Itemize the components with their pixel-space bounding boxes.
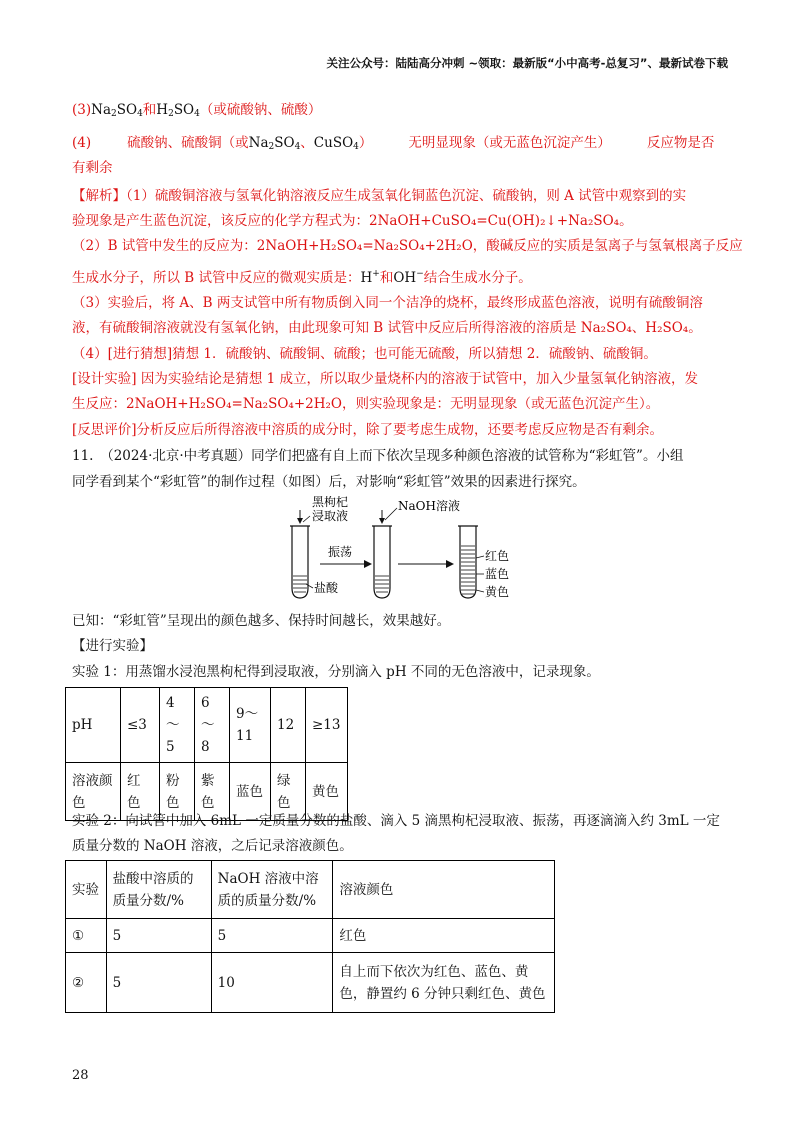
table-cell: 9～11 (230, 688, 271, 763)
analysis-line-3: （2）B 试管中发生的反应为：2NaOH+H₂SO₄=Na₂SO₄+2H₂O，酸碱反应的实质是氢离子与氢氧根离子反应 (72, 238, 743, 254)
table-cell: 紫色 (195, 763, 230, 821)
table-header: 溶液颜色 (333, 861, 555, 919)
table-cell: 自上而下依次为红色、蓝色、黄色，静置约 6 分钟只剩红色、黄色 (333, 953, 555, 1013)
analysis-line-10: [反思评价]分析反应后所得溶液中溶质的成分时，除了要考虑生成物，还要考虑反应物是否有剩余。 (72, 422, 664, 438)
table-cell: ≤3 (121, 688, 160, 763)
question-11-line-2: 同学看到某个“彩虹管”的制作过程（如图）后，对影响“彩虹管”效果的因素进行探究。 (72, 474, 586, 490)
answer-3: $(3)Na_2SO_4$和$H_2SO_4$（或硫酸钠、硫酸） (72, 102, 322, 119)
experiment-2-line-1: 实验 2：向试管中加入 6mL 一定质量分数的盐酸、滴入 5 滴黑枸杞浸取液、振荡，再逐滴滴入约 3mL 一定 (72, 813, 720, 829)
label-blue: 蓝色 (485, 567, 510, 581)
table-header: 盐酸中溶质的质量分数/% (106, 861, 211, 919)
table-cell: 10 (211, 953, 333, 1013)
label-extract-2: 浸取液 (312, 509, 349, 523)
question-11-line-1: 11. （2024·北京·中考真题）同学们把盛有自上而下依次呈现多种颜色溶液的试管称为“彩虹管”。小组 (72, 448, 684, 464)
table-header: 实验 (66, 861, 107, 919)
tube-3-liquid (461, 546, 475, 594)
label-yellow: 黄色 (485, 585, 510, 599)
table-header: NaOH 溶液中溶质的质量分数/% (211, 861, 333, 919)
drop-arrowhead-2 (379, 518, 385, 524)
answer-4-cont: 有剩余 (72, 160, 113, 176)
analysis-line-7: （4）[进行猜想]猜想 1．硫酸钠、硫酸铜、硫酸；也可能无硫酸，所以猜想 2．硫酸钠、硫酸铜。 (72, 346, 657, 362)
label-naoh: NaOH溶液 (398, 499, 460, 513)
label-extract-1: 黑枸杞 (312, 496, 349, 509)
table-cell: ① (66, 919, 107, 953)
table-cell: 蓝色 (230, 763, 271, 821)
experiment-2-line-2: 质量分数的 NaOH 溶液，之后记录溶液颜色。 (72, 838, 353, 854)
analysis-line-9: 生反应：2NaOH+H₂SO₄=Na₂SO₄+2H₂O，则实验现象是：无明显现象（或无蓝色沉淀产生）。 (72, 396, 660, 412)
analysis-line-1: 【解析】（1）硫酸铜溶液与氢氧化钠溶液反应生成氢氧化铜蓝色沉淀、硫酸钠，则 A 试管中观察到的实 (72, 188, 687, 204)
table-cell: ≥13 (306, 688, 348, 763)
process-arrow-1 (364, 560, 372, 568)
table-cell: 12 (271, 688, 306, 763)
test-tube-1 (290, 526, 310, 598)
experiment-2-table (65, 860, 555, 1013)
table-row (66, 953, 555, 1013)
table-cell: 黄色 (306, 763, 348, 821)
table-row (66, 688, 348, 763)
table-row (66, 919, 555, 953)
table-cell: 绿色 (271, 763, 306, 821)
tube-1-liquid (293, 576, 307, 592)
experiment-heading: 【进行实验】 (72, 638, 153, 654)
answer-4: (4) 硫酸钠、硫酸铜（或$Na_2SO_4$、CuSO$_4$） 无明显现象（或无蓝色沉淀产生） 反应物是否 (72, 135, 715, 152)
analysis-line-6: 液，有硫酸铜溶液就没有氢氧化钠，由此现象可知 B 试管中反应后所得溶液的溶质是 Na₂SO₄、H₂SO₄。 (72, 320, 702, 336)
test-tube-2 (372, 526, 392, 598)
table-cell: 5 (106, 953, 211, 1013)
table-cell: 5 (211, 919, 333, 953)
rainbow-tube-figure (270, 496, 530, 606)
table-cell: pH (66, 688, 121, 763)
analysis-line-4: 生成水分子，所以 B 试管中反应的微观实质是：H+和OH−结合生成水分子。 (72, 269, 532, 286)
process-arrow-2 (446, 560, 454, 568)
table-cell: 红色 (333, 919, 555, 953)
label-acid: 盐酸 (314, 581, 339, 595)
table-cell: ② (66, 953, 107, 1013)
table-cell: 6～8 (195, 688, 230, 763)
ph-color-table (65, 687, 348, 821)
known-statement: 已知：“彩虹管”呈现出的颜色越多、保持时间越长，效果越好。 (72, 613, 451, 629)
analysis-line-2: 验现象是产生蓝色沉淀，该反应的化学方程式为：2NaOH+CuSO₄=Cu(OH)₂↓+Na₂SO₄。 (72, 213, 633, 229)
analysis-line-5: （3）实验后，将 A、B 两支试管中所有物质倒入同一个洁净的烧杯，最终形成蓝色溶液，说明有硫酸铜溶 (72, 295, 703, 311)
table-cell: 4～5 (160, 688, 195, 763)
experiment-1-text: 实验 1：用蒸馏水浸泡黑枸杞得到浸取液，分别滴入 pH 不同的无色溶液中，记录现象。 (72, 664, 600, 680)
table-header-row (66, 861, 555, 919)
analysis-line-8: [设计实验] 因为实验结论是猜想 1 成立，所以取少量烧杯内的溶液于试管中，加入少量氢氧化钠溶液，发 (72, 371, 698, 387)
label-shake: 振荡 (328, 545, 353, 559)
table-cell: 溶液颜色 (66, 763, 121, 821)
page-header: 关注公众号：陆陆高分冲刺 ~领取：最新版“小中高考-总复习”、最新试卷下载 (326, 56, 728, 70)
label-red: 红色 (485, 549, 510, 563)
table-cell: 5 (106, 919, 211, 953)
page-number: 28 (72, 1068, 89, 1083)
tube-2-liquid (375, 576, 389, 592)
table-cell: 红色 (121, 763, 160, 821)
drop-arrowhead-1 (297, 518, 303, 524)
table-cell: 粉色 (160, 763, 195, 821)
